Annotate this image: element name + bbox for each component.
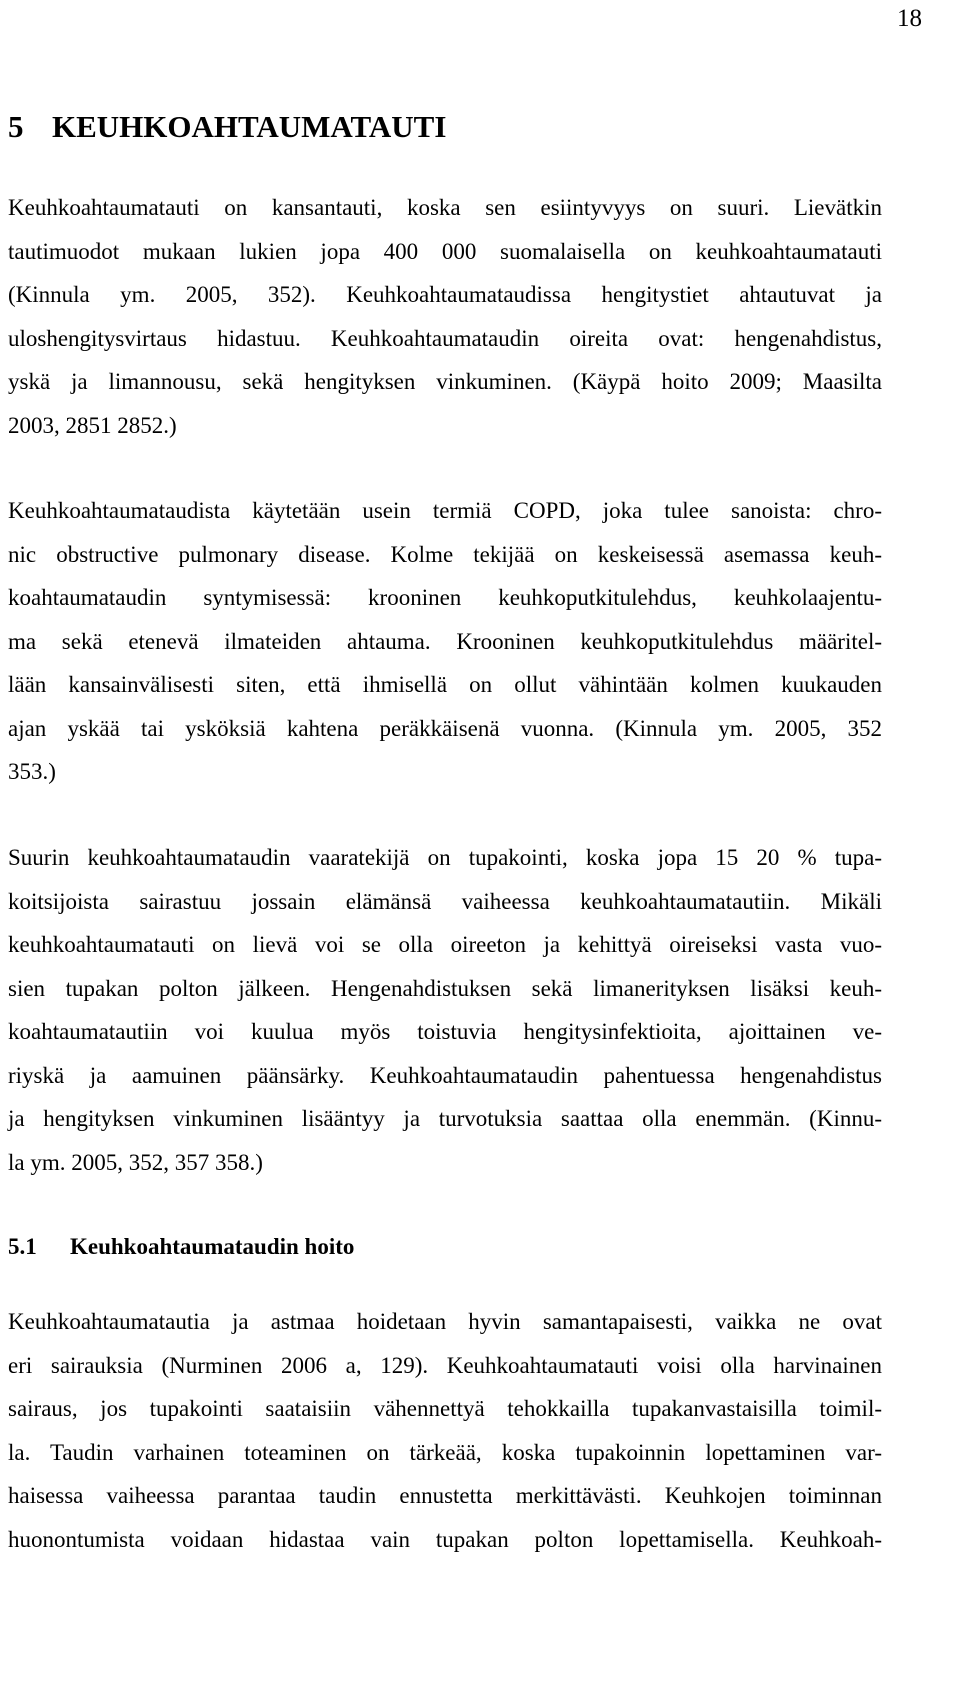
paragraph-3 xyxy=(8,836,882,1184)
text-line: Keuhkoahtaumatautia ja astmaa hoidetaan hyvin samantapaisesti, vaikka ne ovat xyxy=(8,1309,882,1334)
text-line: Suurin keuhkoahtaumataudin vaaratekijä on tupakointi, koska jopa 15 20 % tupa- xyxy=(8,845,882,870)
text-line: eri sairauksia (Nurminen 2006 a, 129). Keuhkoahtaumatauti voisi olla harvinainen xyxy=(8,1352,882,1378)
chapter-number: 5 xyxy=(8,109,24,144)
section-number: 5.1 xyxy=(8,1234,37,1259)
text-line: keuhkoahtaumatauti on lievä voi se olla oireeton ja kehittyä oireiseksi vasta vuo- xyxy=(8,932,882,957)
text-line: huonontumista voidaan hidastaa vain tupakan polton lopettamisella. Keuhkoah- xyxy=(8,1526,882,1552)
section-paragraph-1 xyxy=(8,1300,882,1561)
text-line: nic obstructive pulmonary disease. Kolme tekijää on keskeisessä asemassa keuh- xyxy=(8,541,882,567)
text-line: Keuhkoahtaumataudista käytetään usein termiä COPD, joka tulee sanoista: chro- xyxy=(8,498,882,523)
text-line: koitsijoista sairastuu jossain elämänsä vaiheessa keuhkoahtaumatautiin. Mikäli xyxy=(8,888,882,914)
text-line: 353.) xyxy=(8,759,56,784)
text-line: koahtaumataudin syntymisessä: krooninen keuhkoputkitulehdus, keuhkolaajentu- xyxy=(8,585,882,610)
text-line: sien tupakan polton jälkeen. Hengenahdistuksen sekä limanerityksen lisäksi keuh- xyxy=(8,975,882,1001)
text-line: (Kinnula ym. 2005, 352). Keuhkoahtaumataudissa hengitystiet ahtautuvat ja xyxy=(8,282,882,307)
text-line: la. Taudin varhainen toteaminen on tärkeää, koska tupakoinnin lopettaminen var- xyxy=(8,1439,882,1465)
text-line: tautimuodot mukaan lukien jopa 400 000 suomalaisella on keuhkoahtaumatauti xyxy=(8,238,882,264)
section-title: Keuhkoahtaumataudin hoito xyxy=(70,1234,355,1259)
section-heading xyxy=(8,1232,354,1262)
text-line: ma sekä etenevä ilmateiden ahtauma. Krooninen keuhkoputkitulehdus määritel- xyxy=(8,628,882,654)
text-line: haisessa vaiheessa parantaa taudin ennustetta merkittävästi. Keuhkojen toiminnan xyxy=(8,1483,882,1508)
page-number: 18 xyxy=(897,5,922,32)
text-line: ja hengityksen vinkuminen lisääntyy ja turvotuksia saattaa olla enemmän. (Kinnu- xyxy=(8,1106,882,1131)
text-line: lään kansainvälisesti siten, että ihmisellä on ollut vähintään kolmen kuukauden xyxy=(8,672,882,697)
text-line: la ym. 2005, 352, 357 358.) xyxy=(8,1149,263,1175)
chapter-title: KEUHKOAHTAUMATAUTI xyxy=(52,109,447,144)
text-line: sairaus, jos tupakointi saataisiin vähennettyä tehokkailla tupakanvastaisilla toimil- xyxy=(8,1396,882,1421)
paragraph-1 xyxy=(8,186,882,447)
text-line: uloshengitysvirtaus hidastuu. Keuhkoahtaumataudin oireita ovat: hengenahdistus, xyxy=(8,325,882,351)
text-line: yskä ja limannousu, sekä hengityksen vinkuminen. (Käypä hoito 2009; Maasilta xyxy=(8,369,882,394)
text-line: Keuhkoahtaumatauti on kansantauti, koska sen esiintyvyys on suuri. Lievätkin xyxy=(8,195,882,220)
text-line: ajan yskää tai ysköksiä kahtena peräkkäisenä vuonna. (Kinnula ym. 2005, 352 xyxy=(8,715,882,741)
text-line: koahtaumatautiin voi kuulua myös toistuvia hengitysinfektioita, ajoittainen ve- xyxy=(8,1019,882,1044)
text-line: riyskä ja aamuinen päänsärky. Keuhkoahtaumataudin pahentuessa hengenahdistus xyxy=(8,1062,882,1088)
chapter-heading xyxy=(8,108,446,146)
paragraph-2 xyxy=(8,489,882,794)
text-line: 2003, 2851 2852.) xyxy=(8,412,177,438)
